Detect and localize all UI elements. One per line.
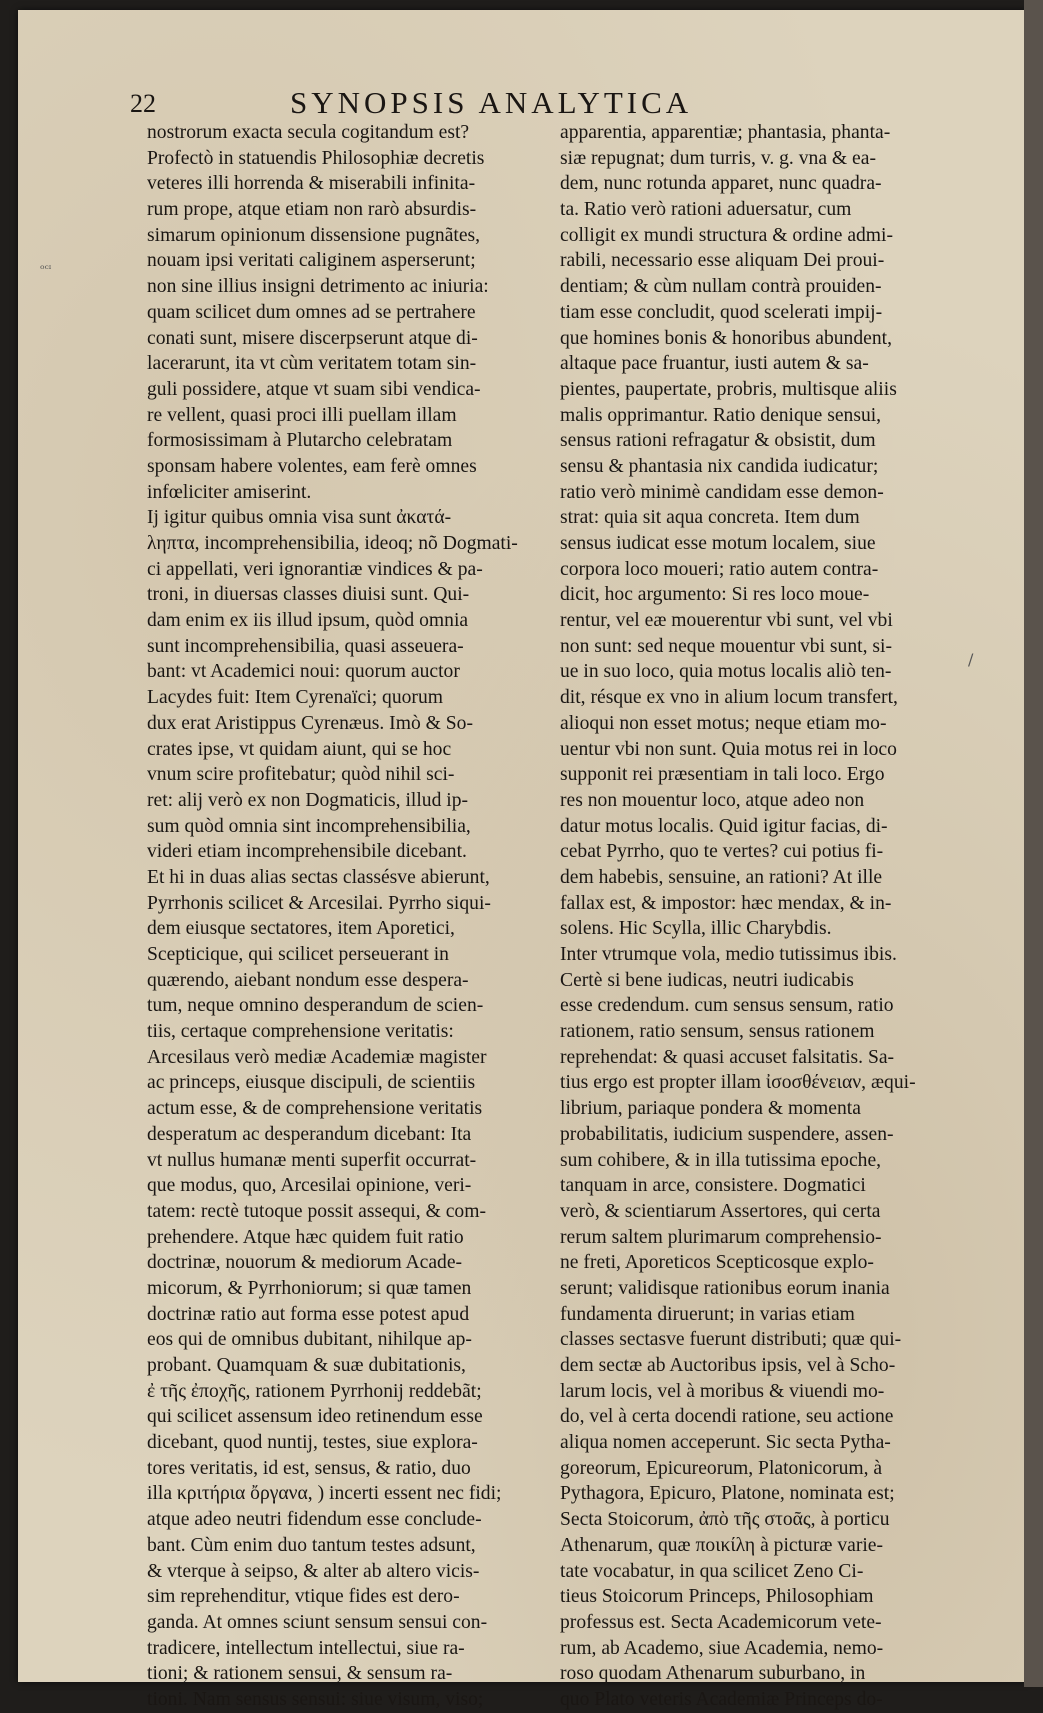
text-line: verò, & scientiarum Assertores, qui certa: [560, 1200, 881, 1222]
text-line: probant. Quamquam & suæ dubitationis,: [147, 1355, 466, 1376]
text-line: actum esse, & de comprehensione veritatis: [147, 1098, 483, 1120]
text-line: probabilitatis, iudicium suspendere, assen-: [560, 1123, 894, 1145]
text-line: roso quodam Athenarum suburbano, in: [560, 1663, 866, 1685]
text-line: reprehendat: & quasi accuset falsitatis. Sa-: [560, 1046, 895, 1068]
text-line: infœliciter amiserint.: [147, 481, 312, 503]
text-line: tius ergo est propter illam ἰσοσθένειαν, æqui-: [560, 1072, 916, 1094]
text-line: ta. Ratio verò rationi aduersatur, cum: [560, 199, 852, 221]
text-line: re vellent, quasi proci illi puellam illam: [147, 404, 457, 426]
text-line: sensus rationi refragatur & obsistit, dum: [560, 430, 876, 452]
text-line: veteres illi horrenda & miserabili infinita-: [147, 173, 476, 195]
text-line: malis opprimantur. Ratio denique sensui,: [560, 404, 882, 426]
text-line: dem habebis, sensuine, an rationi? At ille: [560, 866, 883, 888]
text-line: ληπτα, incomprehensibilia, ideoq; nõ Dogmati-: [147, 533, 518, 554]
text-line: qui scilicet assensum ideo retinendum esse: [147, 1406, 483, 1428]
text-line: tatem: rectè tutoque possit assequi, & com-: [147, 1200, 486, 1222]
text-line: dit, résque ex vno in alium locum transfert,: [560, 687, 898, 709]
text-line: rum, ab Academo, siue Academia, nemo-: [560, 1637, 884, 1659]
text-line: quam scilicet dum omnes ad se pertrahere: [147, 301, 476, 323]
text-line: Secta Stoicorum, ἀπὸ τῆς στοᾶς, à porticu: [560, 1509, 890, 1531]
text-line: guli possidere, atque vt suam sibi vendica-: [147, 378, 481, 400]
text-line: res non mouentur loco, atque adeo non: [560, 789, 865, 811]
text-line: doctrinæ ratio aut forma esse potest apud: [147, 1303, 470, 1325]
text-line: ue in suo loco, quia motus localis aliò ten-: [560, 661, 892, 683]
text-line: siæ repugnat; dum turris, v. g. vna & ea-: [560, 147, 876, 169]
text-line: sponsam habere volentes, eam ferè omnes: [147, 455, 477, 477]
text-line: formosissimam à Plutarcho celebratam: [147, 430, 453, 452]
text-line: tioni. Nam sensus sensui: siue visum, viso;: [147, 1688, 484, 1710]
text-line: fundamenta diruerunt; in varias etiam: [560, 1303, 855, 1325]
text-line: sensus iudicat esse motum localem, siue: [560, 533, 876, 554]
text-line: dicebant, quod nuntij, testes, siue explora-: [147, 1432, 478, 1454]
text-line: ci appellati, veri ignorantiæ vindices & pa-: [147, 558, 483, 580]
text-line: rum prope, atque etiam non rarò absurdis-: [147, 199, 477, 221]
text-line: vt nullus humanæ menti superfit occurrat-: [147, 1149, 477, 1171]
text-line: desperatum ac desperandum dicebant: Ita: [147, 1123, 472, 1145]
text-line: tum, neque omnino desperandum de scien-: [147, 995, 484, 1017]
text-line: rabili, necessario esse aliquam Dei proui-: [560, 250, 885, 272]
right-column: [560, 120, 995, 1713]
text-line: colligit ex mundi structura & ordine admi-: [560, 224, 894, 246]
text-line: dentiam; & cùm nullam contrà prouiden-: [560, 276, 882, 298]
text-line: eos qui de omnibus dubitant, nihilque ap-: [147, 1329, 472, 1351]
text-line: rerum saltem plurimarum comprehensio-: [560, 1226, 882, 1248]
running-head: SYNOPSIS ANALYTICA: [290, 85, 693, 120]
text-line: sim reprehenditur, vtique fides est dero-: [147, 1586, 460, 1608]
text-line: lacerarunt, ita vt cùm veritatem totam sin-: [147, 353, 477, 375]
text-line: sensu & phantasia nix candida iudicatur;: [560, 455, 879, 477]
text-line: Scepticique, qui scilicet perseuerant in: [147, 944, 449, 965]
text-line: fallax est, & impostor: hæc mendax, & in-: [560, 892, 892, 914]
text-line: doctrinæ, nouorum & mediorum Acade-: [147, 1252, 463, 1274]
text-line: tores veritatis, id est, sensus, & ratio, duo: [147, 1457, 471, 1479]
text-line: illa κριτήρια ὄργανα, ) incerti essent nec fidi;: [147, 1483, 502, 1505]
text-line: tiam esse concludit, quod scelerati impij-: [560, 301, 883, 323]
text-line: tieus Stoicorum Princeps, Philosophiam: [560, 1586, 874, 1608]
margin-mark: /: [968, 650, 974, 669]
text-line: prehendere. Atque hæc quidem fuit ratio: [147, 1226, 464, 1248]
text-line: micorum, & Pyrrhoniorum; si quæ tamen: [147, 1277, 472, 1299]
text-line: dam enim ex iis illud ipsum, quòd omnia: [147, 610, 469, 632]
text-line: Certè si bene iudicas, neutri iudicabis: [560, 969, 854, 991]
text-line: ne freti, Aporeticos Scepticosque explo-: [560, 1252, 874, 1274]
text-line: ganda. At omnes sciunt sensum sensui con-: [147, 1611, 488, 1633]
text-line: troni, in diuersas classes diuisi sunt. Qui-: [147, 584, 470, 606]
text-line: ac princeps, eiusque discipuli, de scientiis: [147, 1072, 476, 1094]
text-line: serunt; validisque rationibus eorum inania: [560, 1277, 890, 1299]
text-line: dem eiusque sectatores, item Aporetici,: [147, 918, 455, 940]
text-line: conati sunt, misere discerpserunt atque di-: [147, 327, 478, 349]
text-line: sum cohibere, & in illa tutissima epoche,: [560, 1149, 882, 1171]
text-line: apparentia, apparentiæ; phantasia, phanta-: [560, 122, 891, 143]
text-line: classes sectasve fuerunt distributi; quæ qui-: [560, 1329, 902, 1351]
text-line: Pyrrhonis scilicet & Arcesilai. Pyrrho siqui-: [147, 892, 491, 914]
text-line: rentur, vel eæ mouerentur vbi sunt, vel vbi: [560, 610, 893, 632]
text-line: dem, nunc rotunda apparet, nunc quadra-: [560, 173, 882, 195]
page-number: 22: [130, 89, 156, 118]
text-line: altaque pace fruantur, iusti autem & sa-: [560, 353, 869, 375]
text-line: esse credendum. cum sensus sensum, ratio: [560, 995, 894, 1017]
text-line: Et hi in duas alias sectas classésve abierunt,: [147, 866, 490, 888]
text-line: vnum scire profitebatur; quòd nihil sci-: [147, 764, 455, 786]
text-line: quærendo, aiebant nondum esse despera-: [147, 969, 469, 991]
text-line: non sine illius insigni detrimento ac iniuria:: [147, 276, 489, 298]
text-line: Arcesilaus verò mediæ Academiæ magister: [147, 1046, 487, 1068]
text-line: larum locis, vel à moribus & viuendi mo-: [560, 1380, 885, 1402]
text-line: Athenarum, quæ ποικίλη à picturæ varie-: [560, 1534, 884, 1556]
text-line: corpora loco moueri; ratio autem contra-: [560, 558, 879, 580]
text-line: dem sectæ ab Auctoribus ipsis, vel à Scho-: [560, 1355, 896, 1376]
text-line: que homines bonis & honoribus abundent,: [560, 327, 892, 349]
text-line: que modus, quo, Arcesilai opinione, veri-: [147, 1175, 472, 1197]
text-line: do, vel à certa docendi ratione, seu actione: [560, 1406, 894, 1428]
text-line: ratio verò minimè candidam esse demon-: [560, 481, 884, 503]
text-line: goreorum, Epicureorum, Platonicorum, à: [560, 1457, 883, 1479]
page-edge: [1024, 0, 1043, 1687]
text-line: aliqua nomen acceperunt. Sic secta Pytha-: [560, 1432, 891, 1454]
text-line: crates ipse, vt quidam aiunt, qui se hoc: [147, 738, 452, 760]
page-header: [130, 85, 890, 125]
text-line: non sunt: sed neque mouentur vbi sunt, si-: [560, 635, 892, 657]
text-line: atque adeo neutri fidendum esse conclude-: [147, 1509, 482, 1531]
text-line: Pythagora, Epicuro, Platone, nominata est;: [560, 1483, 895, 1505]
text-line: tioni; & rationem sensui, & sensum ra-: [147, 1663, 453, 1685]
text-line: nostrorum exacta secula cogitandum est?: [147, 122, 470, 143]
text-line: & vterque à seipso, & alter ab altero vicis-: [147, 1560, 480, 1582]
text-line: tate vocabatur, in qua scilicet Zeno Ci-: [560, 1560, 864, 1582]
text-line: tanquam in arce, consistere. Dogmatici: [560, 1175, 866, 1197]
text-line: uentur vbi non sunt. Quia motus rei in loco: [560, 738, 897, 760]
text-line: supponit rei præsentiam in tali loco. Ergo: [560, 764, 885, 786]
margin-mark: ᵒᶜᶦ: [40, 262, 52, 276]
text-line: Lacydes fuit: Item Cyrenaïci; quorum: [147, 687, 443, 709]
text-line: Profectò in statuendis Philosophiæ decretis: [147, 147, 485, 169]
text-line: nouam ipsi veritati caliginem asperserunt;: [147, 250, 476, 272]
text-line: alioqui non esset motus; neque etiam mo-: [560, 712, 887, 734]
text-line: tradicere, intellectum intellectui, siue ra-: [147, 1637, 465, 1659]
text-line: tiis, certaque comprehensione veritatis:: [147, 1021, 454, 1043]
text-line: sum quòd omnia sint incomprehensibilia,: [147, 815, 471, 837]
text-line: rationem, ratio sensum, sensus rationem: [560, 1021, 875, 1043]
text-line: librium, pariaque pondera & momenta: [560, 1098, 861, 1120]
left-column: [147, 120, 582, 1713]
text-line: bant. Cùm enim duo tantum testes adsunt,: [147, 1534, 476, 1556]
text-line: Inter vtrumque vola, medio tutissimus ibis.: [560, 944, 897, 965]
text-line: bant: vt Academici noui: quorum auctor: [147, 661, 460, 683]
text-line: sunt incomprehensibilia, quasi asseuera-: [147, 635, 464, 657]
text-line: ret: alij verò ex non Dogmaticis, illud ip-: [147, 789, 469, 811]
text-line: pientes, paupertate, probris, multisque aliis: [560, 378, 897, 400]
text-line: simarum opinionum dissensione pugnãtes,: [147, 224, 481, 246]
text-line: cebat Pyrrho, quo te vertes? cui potius fi-: [560, 841, 884, 863]
text-line: solens. Hic Scylla, illic Charybdis.: [560, 918, 832, 940]
text-line: ἐ τῆς ἐποχῆς, rationem Pyrrhonij reddebãt;: [147, 1380, 482, 1402]
text-line: datur motus localis. Quid igitur facias, di-: [560, 815, 888, 837]
text-line: videri etiam incomprehensibile dicebant.: [147, 841, 467, 863]
text-line: dicit, hoc argumento: Si res loco moue-: [560, 584, 870, 606]
text-line: strat: quia sit aqua concreta. Item dum: [560, 507, 860, 529]
text-line: professus est. Secta Academicorum vete-: [560, 1611, 882, 1633]
text-line: Ij igitur quibus omnia visa sunt ἀκατά-: [147, 507, 452, 529]
text-line: dux erat Aristippus Cyrenæus. Imò & So-: [147, 712, 474, 734]
text-line: quo Plato veteris Academiæ Princeps do-: [560, 1688, 883, 1710]
